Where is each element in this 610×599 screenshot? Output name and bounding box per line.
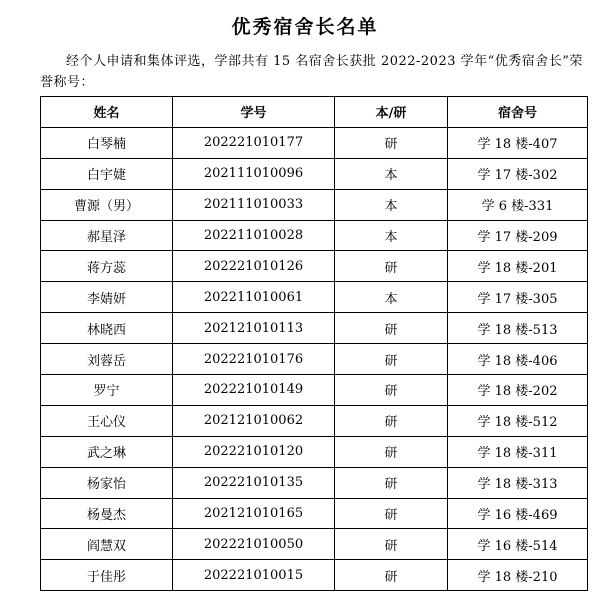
table-row — [41, 313, 588, 344]
dorm-cell: 学 17 楼-302 — [448, 158, 588, 189]
dorm-cell: 学 18 楼-201 — [448, 251, 588, 282]
table-row — [41, 560, 588, 591]
header-dorm: 宿舍号 — [448, 97, 588, 128]
student-id-cell: 202111010033 — [173, 189, 335, 220]
table-row — [41, 344, 588, 375]
degree-type-cell: 研 — [335, 436, 448, 467]
degree-type-cell: 研 — [335, 127, 448, 158]
name-cell: 蒋方蕊 — [41, 251, 173, 282]
degree-type-cell: 研 — [335, 344, 448, 375]
table-row — [41, 282, 588, 313]
dorm-cell: 学 17 楼-305 — [448, 282, 588, 313]
dorm-cell: 学 16 楼-469 — [448, 498, 588, 529]
name-cell: 杨曼杰 — [41, 498, 173, 529]
name-cell: 白琴楠 — [41, 127, 173, 158]
dorm-cell: 学 18 楼-311 — [448, 436, 588, 467]
dorm-cell: 学 6 楼-331 — [448, 189, 588, 220]
student-id-cell: 202221010015 — [173, 560, 335, 591]
table-row — [41, 529, 588, 560]
student-id-cell: 202111010096 — [173, 158, 335, 189]
degree-type-cell: 研 — [335, 467, 448, 498]
table-row — [41, 405, 588, 436]
degree-type-cell: 研 — [335, 529, 448, 560]
table-row — [41, 498, 588, 529]
name-cell: 武之琳 — [41, 436, 173, 467]
name-cell: 刘蓉岳 — [41, 344, 173, 375]
student-id-cell: 202121010062 — [173, 405, 335, 436]
dorm-cell: 学 18 楼-512 — [448, 405, 588, 436]
degree-type-cell: 研 — [335, 313, 448, 344]
dorm-cell: 学 18 楼-210 — [448, 560, 588, 591]
table-row — [41, 467, 588, 498]
student-id-cell: 202221010135 — [173, 467, 335, 498]
dorm-cell: 学 18 楼-202 — [448, 375, 588, 406]
student-id-cell: 202221010149 — [173, 375, 335, 406]
name-cell: 罗宁 — [41, 375, 173, 406]
degree-type-cell: 本 — [335, 220, 448, 251]
table-row — [41, 251, 588, 282]
student-id-cell: 202221010120 — [173, 436, 335, 467]
table-header-row — [41, 97, 588, 128]
table-row — [41, 189, 588, 220]
degree-type-cell: 本 — [335, 189, 448, 220]
name-cell: 白宇婕 — [41, 158, 173, 189]
name-cell: 王心仪 — [41, 405, 173, 436]
table-row — [41, 375, 588, 406]
roster-body — [41, 127, 588, 590]
dorm-cell: 学 18 楼-407 — [448, 127, 588, 158]
table-row — [41, 436, 588, 467]
table-row — [41, 127, 588, 158]
header-degree-type: 本/研 — [335, 97, 448, 128]
student-id-cell: 202121010113 — [173, 313, 335, 344]
name-cell: 郝星泽 — [41, 220, 173, 251]
name-cell: 于佳彤 — [41, 560, 173, 591]
dorm-cell: 学 18 楼-313 — [448, 467, 588, 498]
name-cell: 杨家怡 — [41, 467, 173, 498]
student-id-cell: 202221010050 — [173, 529, 335, 560]
degree-type-cell: 研 — [335, 560, 448, 591]
name-cell: 阎慧双 — [41, 529, 173, 560]
name-cell: 曹源（男） — [41, 189, 173, 220]
page-title: 优秀宿舍长名单 — [231, 16, 379, 38]
student-id-cell: 202221010126 — [173, 251, 335, 282]
intro-paragraph: 经个人申请和集体评选，学部共有 15 名宿舍长获批 2022-2023 学年“优秀宿舍长”荣誉称号： — [40, 54, 583, 90]
student-id-cell: 202121010165 — [173, 498, 335, 529]
dorm-cell: 学 16 楼-514 — [448, 529, 588, 560]
dorm-cell: 学 17 楼-209 — [448, 220, 588, 251]
table-row — [41, 158, 588, 189]
degree-type-cell: 本 — [335, 282, 448, 313]
degree-type-cell: 本 — [335, 158, 448, 189]
student-id-cell: 202211010061 — [173, 282, 335, 313]
dorm-cell: 学 18 楼-406 — [448, 344, 588, 375]
degree-type-cell: 研 — [335, 375, 448, 406]
name-cell: 林晓西 — [41, 313, 173, 344]
table-row — [41, 220, 588, 251]
header-name: 姓名 — [41, 97, 173, 128]
roster-table — [40, 96, 588, 591]
header-student-id: 学号 — [173, 97, 335, 128]
degree-type-cell: 研 — [335, 251, 448, 282]
student-id-cell: 202221010176 — [173, 344, 335, 375]
degree-type-cell: 研 — [335, 498, 448, 529]
student-id-cell: 202221010177 — [173, 127, 335, 158]
degree-type-cell: 研 — [335, 405, 448, 436]
name-cell: 李婧妍 — [41, 282, 173, 313]
student-id-cell: 202211010028 — [173, 220, 335, 251]
dorm-cell: 学 18 楼-513 — [448, 313, 588, 344]
